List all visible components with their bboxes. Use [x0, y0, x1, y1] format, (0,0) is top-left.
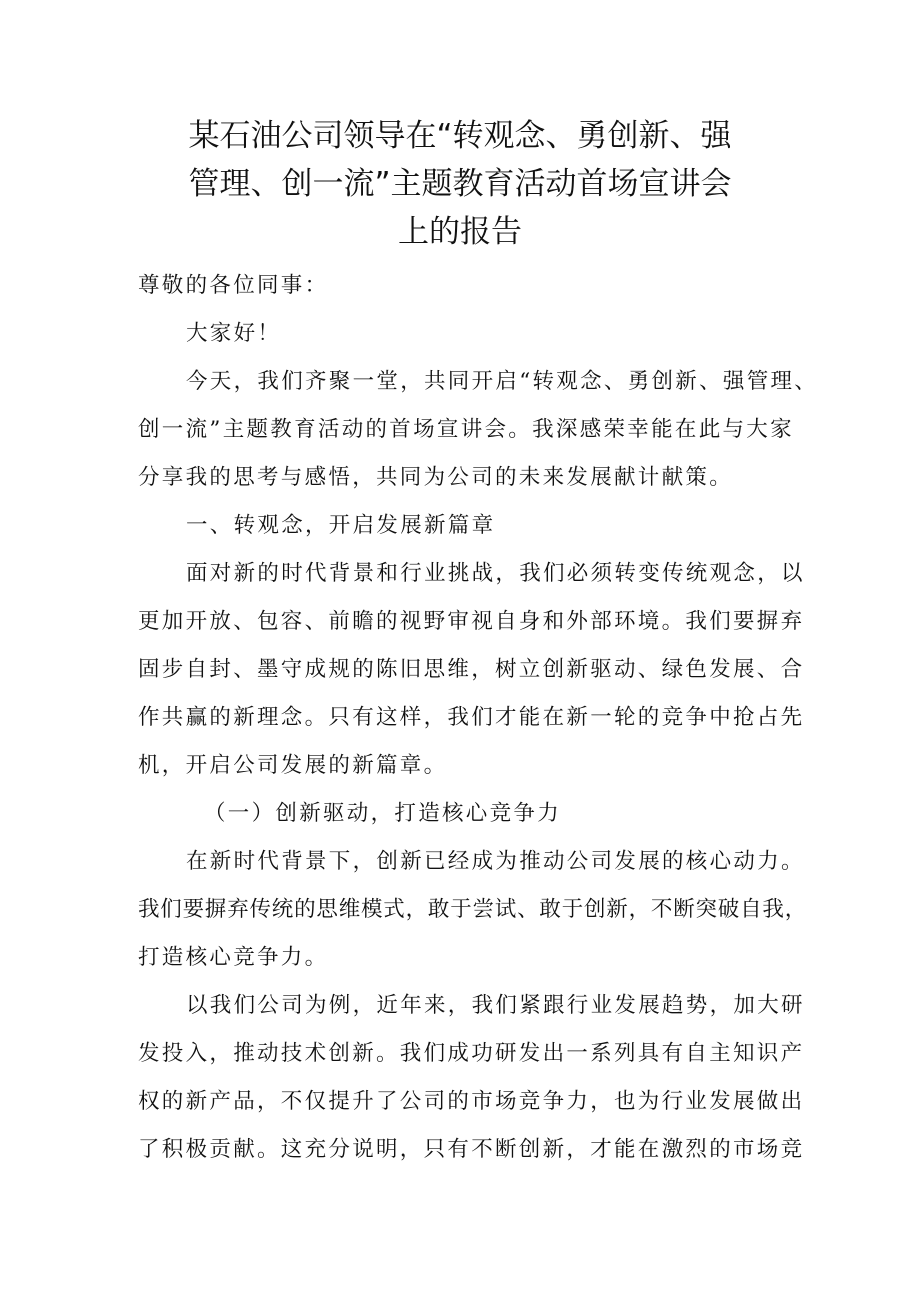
salutation: 尊敬的各位同事：	[138, 273, 329, 298]
paragraph-line: 作共赢的新理念。只有这样，我们才能在新一轮的竞争中抢占先	[138, 705, 805, 730]
paragraph-line: 创一流”主题教育活动的首场宣讲会。我深感荣幸能在此与大家	[138, 417, 794, 442]
paragraph-line: 发投入，推动技术创新。我们成功研发出一系列具有自主知识产	[138, 1041, 805, 1066]
paragraph-line: 面对新的时代背景和行业挑战，我们必须转变传统观念，以	[186, 561, 805, 586]
title-line: 上的报告	[398, 214, 522, 250]
paragraph-line: 了积极贡献。这充分说明，只有不断创新，才能在激烈的市场竞	[138, 1137, 805, 1162]
paragraph-line: 权的新产品，不仅提升了公司的市场竞争力，也为行业发展做出	[138, 1089, 805, 1114]
subsection-heading: （一）创新驱动，打造核心竞争力	[204, 801, 562, 826]
paragraph-line: 以我们公司为例，近年来，我们紧跟行业发展趋势，加大研	[186, 993, 805, 1018]
title-line: 管理、创一流”主题教育活动首场宣讲会	[188, 166, 732, 202]
paragraph-line: 今天，我们齐聚一堂，共同开启“转观念、勇创新、强管理、	[186, 369, 819, 394]
greeting: 大家好！	[186, 321, 282, 346]
paragraph-line: 机，开启公司发展的新篇章。	[138, 753, 448, 778]
document-title	[150, 112, 770, 256]
paragraph-line: 打造核心竞争力。	[138, 945, 329, 970]
paragraph-line: 分享我的思考与感悟，共同为公司的未来发展献计献策。	[138, 465, 734, 490]
paragraph-line: 我们要摒弃传统的思维模式，敢于尝试、敢于创新，不断突破自我，	[138, 897, 808, 922]
paragraph-line: 固步自封、墨守成规的陈旧思维，树立创新驱动、绿色发展、合	[138, 657, 805, 682]
section-heading: 一、转观念，开启发展新篇章	[186, 513, 496, 538]
paragraph-line: 更加开放、包容、前瞻的视野审视自身和外部环境。我们要摒弃	[138, 609, 805, 634]
title-line: 某石油公司领导在“转观念、勇创新、强	[188, 118, 732, 154]
paragraph-line: 在新时代背景下，创新已经成为推动公司发展的核心动力。	[186, 849, 805, 874]
document-body	[138, 262, 819, 1174]
